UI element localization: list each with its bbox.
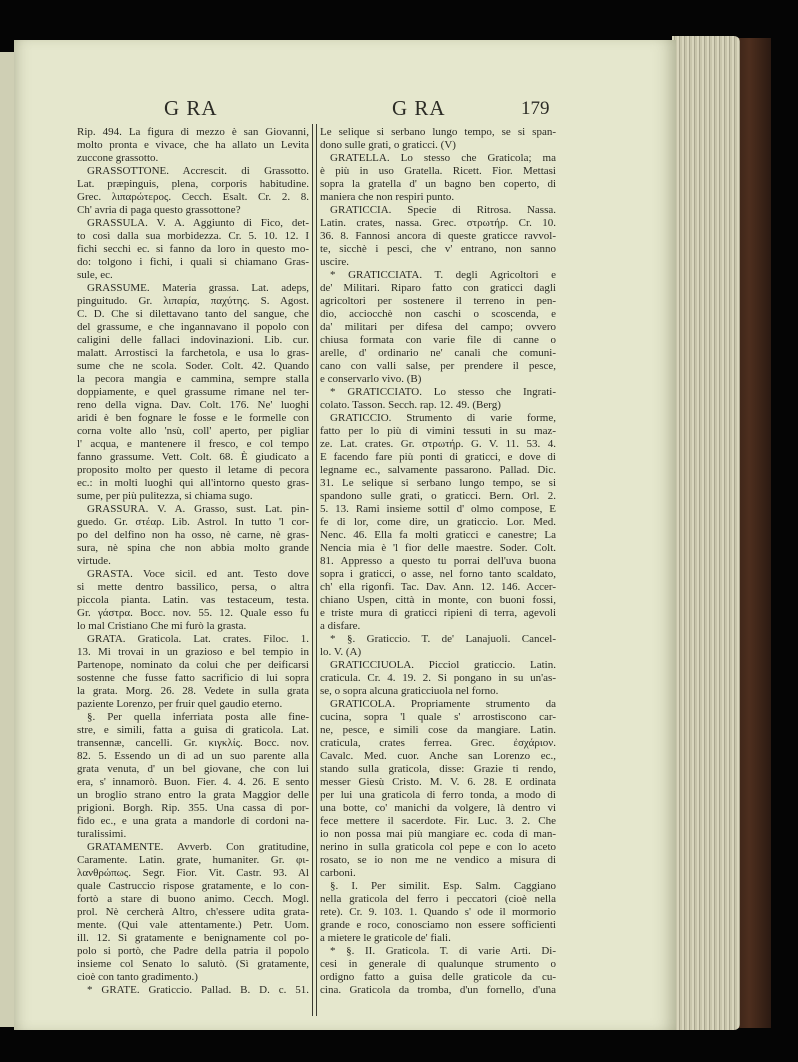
text-line: nerino in sulla graticola col pepe e con lo aceto (320, 841, 556, 853)
text-line: 82. 5. Essendo un dì ad un suo parente alla (77, 750, 309, 762)
text-line: 31. Le selique si serbano lungo tempo, se si (320, 477, 556, 489)
text-line: doppiamente, e quel grassume rimane nel ter- (77, 386, 309, 398)
text-line: * GRATICCIATO. Lo stesso che Ingrati- (330, 386, 556, 398)
text-line: è più in uso Gratella. Ricett. Fior. Mettasi (320, 165, 556, 177)
text-line: Nenc. 46. Ella fa molti graticci e canestre; La (320, 529, 556, 541)
text-line: una botte, co' manichi da volgere, là dentro vi (320, 802, 556, 814)
text-line: maniera che non respiri punto. (320, 191, 455, 203)
text-line: Rip. 494. La figura di mezzo è san Giovanni, (77, 126, 309, 138)
text-line: sopra la gratella d' un bagno ben coperto, di (320, 178, 556, 190)
text-line: guedo. Gr. στέαρ. Lib. Astrol. In tutto 'l cor- (77, 516, 309, 528)
text-line: Gr. γάστρα. Bocc. nov. 55. 12. Quale esso fu (77, 607, 309, 619)
text-line: agricoltori per sostenere il terreno in pen- (320, 295, 556, 307)
text-line: corna volte allo 'nsù, coll' aperto, per pigliar (77, 425, 309, 437)
text-line: Caramente. Latin. grate, humaniter. Gr. φι- (77, 854, 309, 866)
text-line: * GRATE. Graticcio. Pallad. B. D. c. 51. (87, 984, 309, 996)
text-line: GRATICCIA. Specie di Ritrosa. Nassa. (330, 204, 556, 216)
text-line: molto pronta e vivace, che ha allato un Levita (77, 139, 309, 151)
text-line: 13. Mi trovai in un grazioso e bel tempio in (77, 646, 309, 658)
text-line: l' acqua, e mantenere il fresco, e col tempo (77, 438, 309, 450)
text-line: cano con valli salse, per prendere il pesce, (320, 360, 556, 372)
text-line: GRATA. Graticola. Lat. crates. Filoc. 1. (87, 633, 309, 645)
text-line: C. D. Che si dilettavano tanto del sangue, che (77, 308, 309, 320)
text-line: legname ec., salvamente passarono. Pallad. Dic. (320, 464, 556, 476)
text-line: pinguitudo. Gr. λιπαρία, παχύτης. S. Agost. (77, 295, 309, 307)
text-line: paziente Lorenzo, per fruir quel gaudio eterno. (77, 698, 283, 710)
text-line: craticula. Cr. 4. 19. 2. Si pongano in su un'as- (320, 672, 556, 684)
text-line: lo. V. (A) (320, 646, 362, 658)
text-line: reno della vigna. Dav. Colt. 176. Ne' luoghi (77, 399, 309, 411)
text-line: GRASSURA. V. A. Grasso, sust. Lat. pin- (87, 503, 309, 515)
text-line: un broglio strano entro la grata Maggior delle (77, 789, 309, 801)
text-line: caligini delle fallaci indovinazioni. Lib. cur. (77, 334, 309, 346)
text-line: Latin. crates, nassa. Grec. στρωτήρ. Cr. 10. (320, 217, 556, 229)
text-line: GRASSULA. V. A. Aggiunto di Fico, det- (87, 217, 309, 229)
text-line: virtude. (77, 555, 111, 567)
text-line: sura, nè spina che non abbia molto grande (77, 542, 309, 554)
text-line: prigioni. Borgh. Rip. 355. Una cassa di por- (77, 802, 309, 814)
text-line: aridi è ben fognare le fosse e le formelle con (77, 412, 309, 424)
text-line: a mietere le graticole de' fiali. (320, 932, 451, 944)
text-line: cesi in generale di qualunque strumento o (320, 958, 556, 970)
text-line: rete). Cr. 9. 103. 1. Quando s' ode il mormorio (320, 906, 556, 918)
text-line: stre, e simili, fatta a guisa di graticola. Lat. (77, 724, 309, 736)
text-line: cucina, sopra 'l quale s' arrostiscono car- (320, 711, 556, 723)
text-line: fido ec., e una grata a mandorle di cordoni na- (77, 815, 309, 827)
text-line: * GRATICCIATA. T. degli Agricoltori e (330, 269, 556, 281)
text-line: ec.: in molti luoghi qui all'intorno questo gras- (77, 477, 309, 489)
text-line: proposito molto per questo il letame di pecora (77, 464, 309, 476)
text-line: * §. II. Graticola. T. di varie Arti. Di- (330, 945, 556, 957)
text-line: ill. 12. Sì gratamente e benignamente col po- (77, 932, 309, 944)
text-line: chiusa formata con varie file di canne o (320, 334, 556, 346)
text-line: do: tolgono i fichi, i quali si chiamano Gras- (77, 256, 309, 268)
text-line: dio, acciocchè non caschi o scoscenda, e (320, 308, 556, 320)
left-column (77, 126, 309, 997)
text-line: Lat. præpinguis, plena, corporis habitudine. (77, 178, 309, 190)
text-line: spandono sulle grati, o graticci. Bern. Orl. 2. (320, 490, 556, 502)
text-line: dono sulle grati, o graticci. (V) (320, 139, 456, 151)
text-line: la grata. Morg. 26. 28. Vedete in sulla grata (77, 685, 309, 697)
text-line: mente. (Qui vale attentamente.) Petr. Uom. (77, 919, 309, 931)
text-line: malatt. Arrostisci la farchetola, e usa lo gras- (77, 347, 309, 359)
right-column (320, 126, 556, 997)
text-line: e triste mura di graticci ripieni di terra, agevoli (320, 607, 556, 619)
text-line: quale Castruccio rispose gratamente, e lo con- (77, 880, 309, 892)
right-running-head: G RA (392, 96, 446, 120)
text-line: ordigno fatto a guisa delle graticole da cu- (320, 971, 556, 983)
text-line: cioè con tanto gradimento.) (77, 971, 198, 983)
text-line: del grassume, e che ingannavano il popolo con (77, 321, 309, 333)
text-line: lo mal Cristiano Che mi furò la grasta. (77, 620, 247, 632)
text-line: Ch' avria di paga questo grassottone? (77, 204, 241, 216)
text-line: 5. 13. Rami insieme sottil d' olmo compose, E (320, 503, 556, 515)
text-line: grande e roco, conosciamo non essere sofficienti (320, 919, 556, 931)
book-cover (735, 38, 771, 1028)
text-line: sume, per più pulitezza, si chiama sugo. (77, 490, 253, 502)
text-line: ze. Lat. crates. Gr. στρωτήρ. G. V. 11. 53. 4. (320, 438, 556, 450)
text-line: a disfare. (320, 620, 361, 632)
text-line: 81. Appresso a questo tu porrai dell'uva buona (320, 555, 556, 567)
text-line: si mette dentro bassilico, persa, o altra (77, 581, 309, 593)
text-line: GRASTA. Voce sicil. ed ant. Testo dove (87, 568, 309, 580)
text-line: Nencia mia è 'l fior delle maestre. Soder. Colt. (320, 542, 556, 554)
column-divider (312, 124, 317, 1016)
text-line: ne, pesce, e simili cose da mangiare. Latin. (320, 724, 556, 736)
text-line: GRATELLA. Lo stesso che Graticola; ma (330, 152, 556, 164)
text-line: sume che ne scola. Soder. Colt. 42. Quando (77, 360, 309, 372)
text-line: la pecora mangia e cammina, sempre stalla (77, 373, 309, 385)
text-line: e conservarlo vivo. (B) (320, 373, 422, 385)
text-line: cina. Graticola da tromba, d'un fornello, d'una (320, 984, 556, 996)
text-line: uscire. (320, 256, 350, 268)
text-line: de' Militari. Riparo fatto con graticci dagli (320, 282, 556, 294)
text-line: sule, ec. (77, 269, 113, 281)
text-line: arelle, d' ordinario ne' canali che comuni- (320, 347, 556, 359)
text-line: Le selique si serbano lungo tempo, se si span- (320, 126, 556, 138)
text-line: GRASSOTTONE. Accrescit. di Grassotto. (87, 165, 309, 177)
page-edges (672, 36, 740, 1030)
text-line: po del delfino non ha osso, nè carne, nè gras- (77, 529, 309, 541)
text-line: io non possa mai più mangiare ec. coda di man- (320, 828, 556, 840)
text-line: fichi secchi ec. si fanno da loro in questo mo- (77, 243, 309, 255)
text-line: GRATICCIUOLA. Picciol graticcio. Latin. (330, 659, 556, 671)
text-line: se, o sopra alcuna graticciuola nel forno. (320, 685, 499, 697)
text-line: piccola pianta. Latin. vas testaceum, testa. (77, 594, 309, 606)
text-line: fe di lor, come dire, un graticcio. Lor. Med. (320, 516, 556, 528)
text-line: Partenope, nominato da colui che per deificarsi (77, 659, 309, 671)
text-line: nella graticola del ferro i peccatori (cioè nella (320, 893, 556, 905)
text-line: da' militari per difesa del campo; ovvero (320, 321, 556, 333)
text-line: to così dalla sua morbidezza. Cr. 5. 10. 12. I (77, 230, 309, 242)
text-line: GRATICCIO. Strumento di varie forme, (330, 412, 556, 424)
text-line: fanno grassume. Vett. Colt. 68. È giudicato a (77, 451, 309, 463)
text-line: 36. 8. Fannosi ancora di queste graticce ravvol- (320, 230, 556, 242)
text-line: grata venuta, d' un bel giovane, che con lui (77, 763, 309, 775)
text-line: fece mettere il sacerdote. Fir. Luc. 3. 2. Che (320, 815, 556, 827)
text-line: rosato, se io non me ne vendico a misura di (320, 854, 556, 866)
text-line: colato. Tasson. Secch. rap. 12. 49. (Berg) (320, 399, 501, 411)
text-line: Cavalc. Med. cuor. Anche san Lorenzo ec., (320, 750, 556, 762)
text-line: carboni. (320, 867, 356, 879)
text-line: prol. Nè cercherà Altro, ch'essere udita grata- (77, 906, 309, 918)
text-line: GRATAMENTE. Avverb. Con gratitudine, (87, 841, 309, 853)
text-line: * §. Graticcio. T. de' Lanajuoli. Cancel- (330, 633, 556, 645)
text-line: fatto per lo più di vimini tessuti in su maz- (320, 425, 556, 437)
text-line: λανθρώπως. Segr. Fior. Vit. Castr. 93. Al (77, 867, 309, 879)
text-line: insieme col Senato lo salutò. (Sì gratamente, (77, 958, 309, 970)
text-line: polo si portò, che Padre della patria il popolo (77, 945, 309, 957)
text-line: per lui una graticola di ferro tonda, a modo di (320, 789, 556, 801)
text-line: ch' ella rigonfi. Tac. Dav. Ann. 12. 146. Accer- (320, 581, 556, 593)
text-line: Grec. λιπαρώτερος. Cecch. Esalt. Cr. 2. 8. (77, 191, 309, 203)
text-line: craticula, crates ferrea. Grec. ἐσχάριον. (320, 737, 556, 749)
page-number: 179 (521, 98, 550, 119)
text-line: messer Giesù Cristo. M. V. 6. 28. E ordinata (320, 776, 556, 788)
left-running-head: G RA (164, 96, 218, 120)
text-line: E facendo fare più ponti di graticci, e dove di (320, 451, 556, 463)
text-line: era, s' innamorò. Buon. Fier. 4. 4. 26. E sento (77, 776, 309, 788)
text-line: §. Per quella inferriata posta alle fine- (87, 711, 309, 723)
text-line: zuccone grassotto. (77, 152, 159, 164)
text-line: turalissimi. (77, 828, 127, 840)
text-line: §. I. Per similit. Esp. Salm. Caggiano (330, 880, 556, 892)
text-line: te, sicchè i pesci, che v' entrano, non sanno (320, 243, 556, 255)
text-line: sopra i graticci, o asse, nel forno tanto scaldato, (320, 568, 556, 580)
text-line: chiano Uspen, città in monte, con buoni fossi, (320, 594, 556, 606)
text-line: GRASSUME. Materia grassa. Lat. adeps, (87, 282, 309, 294)
text-line: GRATICOLA. Propriamente strumento da (330, 698, 556, 710)
text-line: stando sulla graticola, disse: Grazie ti rendo, (320, 763, 556, 775)
text-line: fortò a stare di buono animo. Cecch. Mogl. (77, 893, 309, 905)
text-line: sostenne che fusse fatto sacrificio di lui sopra (77, 672, 309, 684)
text-line: transennæ, cancelli. Gr. κιγκλίς. Bocc. nov. (77, 737, 309, 749)
